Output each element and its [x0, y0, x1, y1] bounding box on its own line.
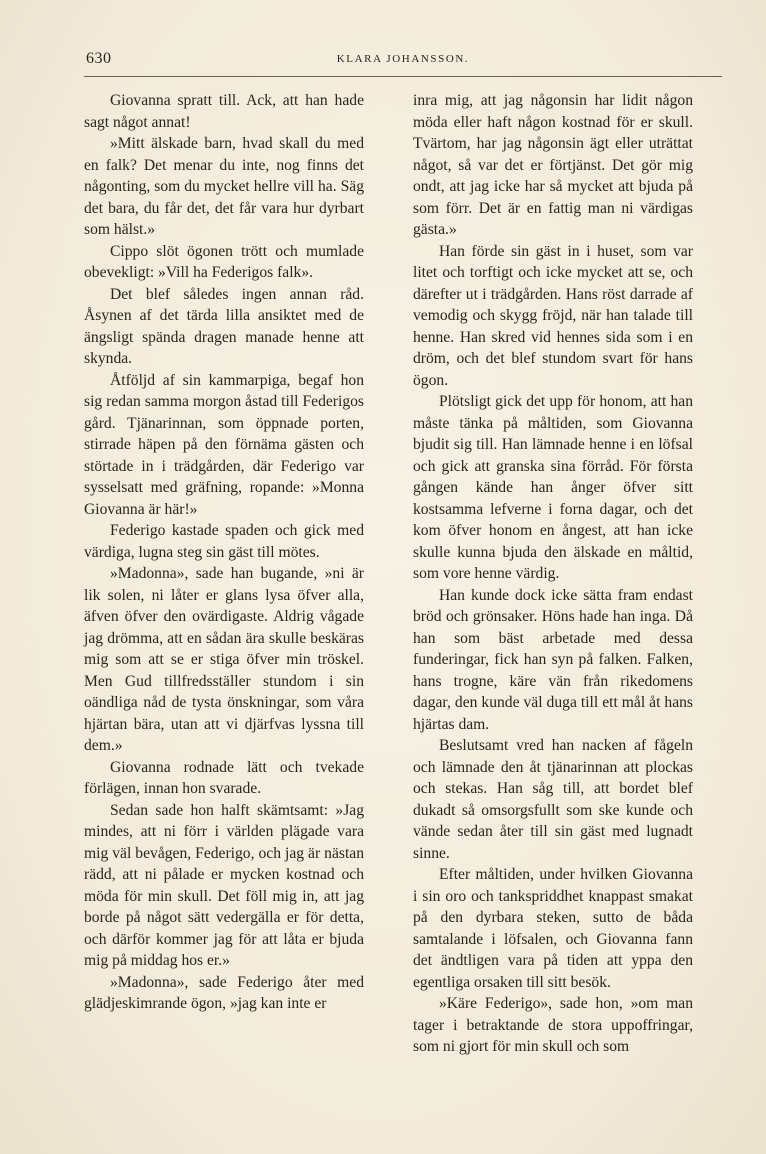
paragraph: inra mig, att jag någonsin har lidit någon möda eller haft någon kostnad för er skull. Tvärtom, har jag någonsin ägt eller uträttat något, så var det er förtjänst. Det gör mig ondt, att jag icke har så mycket att bjuda på som förr. Det är en fattig man ni värdigas gästa.» [413, 92, 693, 238]
paragraph: »Käre Federigo», sade hon, »om man tager i betraktande de stora uppoffringar, som ni gjort för min skull och som [413, 995, 693, 1055]
page-header [84, 48, 722, 74]
paragraph: Åtföljd af sin kammarpiga, begaf hon sig redan samma morgon åstad till Federigos gård. Tjänarinnan, som öppnade porten, stirrade häpen på den förnäma gästen och störtade in i trädgården, där Federigo var sysselsatt med gräfning, ropande: »Monna Giovanna är här!» [84, 371, 364, 518]
paragraph: Federigo kastade spaden och gick med värdiga, lugna steg sin gäst till mötes. [84, 522, 364, 561]
running-head: KLARA JOHANSSON. [336, 53, 470, 65]
paragraph: Han kunde dock icke sätta fram endast bröd och grönsaker. Höns hade han inga. Då han som bäst arbetade med dessa funderingar, fick han syn på falken. Falken, hans trogne, käre vän från rikedomens dagar, den kunde väl duga till ett mål åt hans hjärtas dam. [413, 586, 693, 733]
paragraph: Han förde sin gäst in i huset, som var litet och torftigt och icke mycket att se, och därefter ut i trädgården. Hans röst darrade af vemodig och skygg fröjd, när han talade till henne. Han skred vid hennes sida som i en dröm, och det blef stundom svart för hans ögon. [413, 242, 693, 389]
paragraph: Giovanna rodnade lätt och tvekade förlägen, innan hon svarade. [84, 758, 364, 797]
header-rule [84, 76, 722, 77]
paragraph: »Madonna», sade han bugande, »ni är lik solen, ni låter er glans lysa öfver alla, äfven öfver den ovärdigaste. Aldrig vågade jag drömma, att en sådan ära skulle beskäras mig som att se er stiga öfver min tröskel. Men Gud tillfredsställer stundom i sin oändliga nåd de tysta önskningar, som våra hjärtan bära, utan att vi djärfvas lyssna till dem.» [84, 565, 364, 754]
paragraph: Det blef således ingen annan råd. Åsynen af det tärda lilla ansiktet med de ängsligt spända dragen manade henne att skynda. [84, 285, 364, 367]
paragraph: Beslutsamt vred han nacken af fågeln och lämnade den åt tjänarinnan att plockas och stekas. Han såg till, att bordet blef dukadt så omsorgsfullt som ske kunde och vände sedan åter till sin gäst med lugnadt sinne. [413, 737, 693, 862]
paragraph: Giovanna spratt till. Ack, att han hade sagt något annat! [84, 92, 364, 131]
text-column-right [413, 90, 693, 1058]
paragraph: »Mitt älskade barn, hvad skall du med en falk? Det menar du inte, nog finns det någonting, som du mycket hellre vill ha. Säg det bara, du får det, det får vara hur dyrbart som hälst.» [84, 135, 364, 238]
paragraph: »Madonna», sade Federigo åter med glädjeskimrande ögon, »jag kan inte er [84, 973, 364, 1012]
paragraph: Cippo slöt ögonen trött och mumlade obevekligt: »Vill ha Federigos falk». [84, 242, 364, 281]
paragraph: Plötsligt gick det upp för honom, att han måste tänka på måltiden, som Giovanna bjudit sig till. Han lämnade henne i en löfsal och gick att granska sina förråd. För första gången kände han ånger öfver sitt kostsamma lefverne i forna dagar, och det kom öfver honom en ångest, att han icke skulle kunna bjuda den älskade en måltid, som vore henne värdig. [413, 393, 693, 582]
page-number: 630 [86, 50, 112, 67]
paragraph: Sedan sade hon halft skämtsamt: »Jag mindes, att ni förr i världen plägade vara mig väl bevågen, Federigo, och jag är nästan rädd, att ni pålade er mycken kostnad och möda för min skull. Det föll mig in, att jag borde på något sätt vedergälla er för detta, och därför kommer jag för att låta er bjuda mig på middag hos er.» [84, 801, 364, 969]
paragraph: Efter måltiden, under hvilken Giovanna i sin oro och tankspriddhet knappast smakat på den dyrbara steken, sutto de båda samtalande i löfsalen, och Giovanna fann det ändtligen vara på tiden att yppa den egentliga orsaken till sitt besök. [413, 866, 693, 991]
text-column-left [84, 90, 364, 1015]
